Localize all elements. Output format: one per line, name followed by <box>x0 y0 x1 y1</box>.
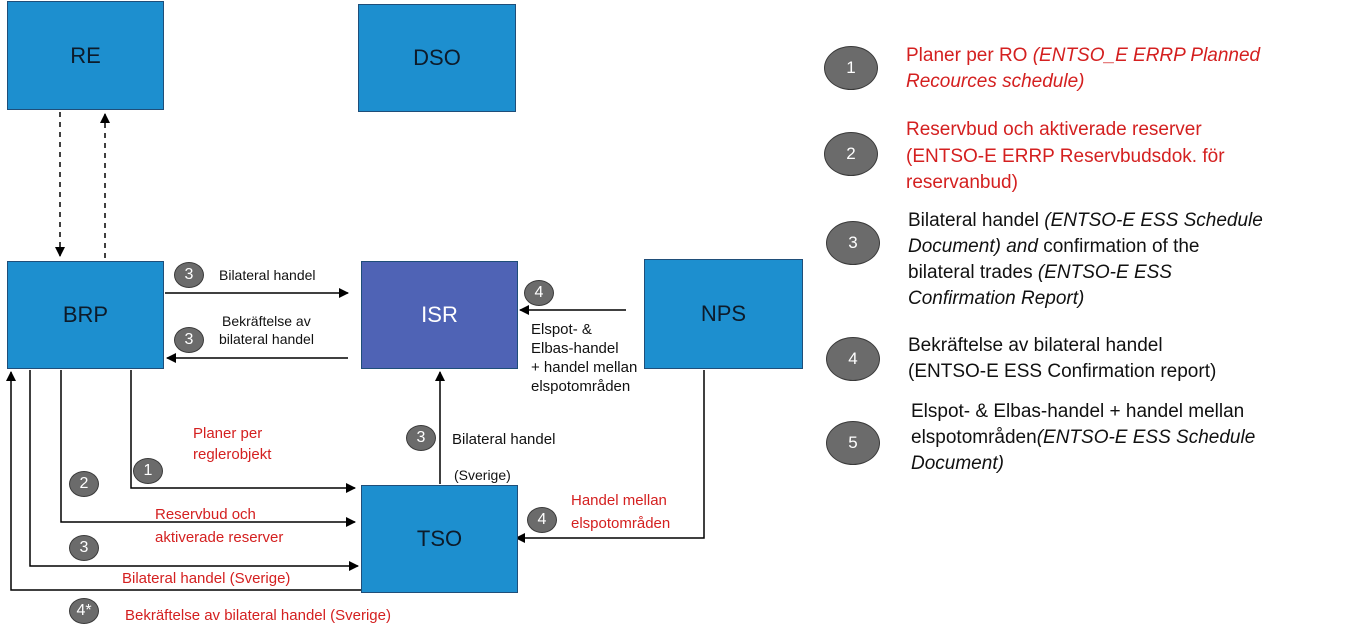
legend-item-1-line2: Recources schedule) <box>906 71 1085 92</box>
legend-item-5-line1: Elspot- & Elbas-handel + handel mellan <box>911 401 1245 422</box>
node-dso-label: DSO <box>413 45 461 70</box>
legend-item-1-line1 <box>906 43 1260 68</box>
legend-item-1-text: Planer per RO <box>906 45 1033 66</box>
badge-nps-tso: 4 <box>527 507 557 533</box>
label-bilateral-sweden: Bilateral handel (Sverige) <box>122 570 291 587</box>
legend-item-3-line3 <box>908 260 1172 285</box>
node-dso <box>358 4 516 112</box>
legend-badge-1: 1 <box>824 46 878 90</box>
legend-badge-5: 5 <box>826 421 880 465</box>
legend-item-5-line2 <box>911 425 1255 450</box>
label-confirm-sweden: Bekräftelse av bilateral handel (Sverige) <box>125 607 391 624</box>
label-confirm-line2: bilateral handel <box>219 331 314 347</box>
node-brp <box>7 261 164 369</box>
legend-item-5-areas: elspotområden <box>911 427 1037 448</box>
legend-item-3-doc: Document) <box>908 236 1001 257</box>
node-nps-label: NPS <box>700 301 747 326</box>
legend-item-3-confirm: confirmation of the <box>1043 236 1200 257</box>
legend-item-3-ess: (ENTSO-E ESS <box>1037 262 1172 283</box>
legend-item-4-line1: Bekräftelse av bilateral handel <box>908 335 1163 356</box>
badge-plans: 1 <box>133 458 163 484</box>
label-bilateral-trade: Bilateral handel <box>219 267 316 283</box>
legend-item-4-line2: (ENTSO-E ESS Confirmation report) <box>908 361 1217 382</box>
label-confirm-line1: Bekräftelse av <box>222 313 311 329</box>
badge-tso-isr: 3 <box>406 425 436 451</box>
label-elspot-line3: + handel mellan <box>531 359 638 376</box>
badge-bilateral-sweden: 3 <box>69 535 99 561</box>
label-nps-tso-line1: Handel mellan <box>571 492 667 509</box>
node-re <box>7 1 164 110</box>
legend-item-3-line4: Confirmation Report) <box>908 288 1085 309</box>
badge-confirm-sweden: 4* <box>69 598 99 624</box>
legend-item-3-line1 <box>908 208 1263 233</box>
legend-badge-2: 2 <box>824 132 878 176</box>
legend-item-5-ref: (ENTSO-E ESS Schedule <box>1036 427 1256 448</box>
node-isr-label: ISR <box>421 302 458 327</box>
label-reserves-line1: Reservbud och <box>155 506 256 523</box>
node-brp-label: BRP <box>62 302 109 327</box>
label-nps-tso-line2: elspotområden <box>571 515 671 532</box>
label-elspot-line2: Elbas-handel <box>531 340 619 357</box>
badge-nps-isr: 4 <box>524 280 554 306</box>
node-re-label: RE <box>70 42 101 68</box>
legend-item-2-line1: Reservbud och aktiverade reserver <box>906 119 1202 140</box>
node-nps <box>644 259 803 369</box>
legend-item-3-ref: (ENTSO-E ESS Schedule <box>1044 210 1263 231</box>
legend-item-3-trades: bilateral trades <box>908 262 1038 283</box>
legend-item-1-ref: (ENTSO_E ERRP Planned <box>1032 45 1261 66</box>
label-reserves-line2: aktiverade reserver <box>155 529 284 546</box>
badge-reserves: 2 <box>69 471 99 497</box>
badge-brp-isr-trade: 3 <box>174 262 204 288</box>
legend-badge-4: 4 <box>826 337 880 381</box>
legend-item-2-line3: reservanbud) <box>906 172 1018 193</box>
label-tso-isr-line1: Bilateral handel <box>452 431 556 448</box>
node-isr <box>361 261 518 369</box>
badge-isr-brp-confirm: 3 <box>174 327 204 353</box>
legend-item-3-text: Bilateral handel <box>908 210 1045 231</box>
node-tso <box>361 485 518 593</box>
label-elspot-line1: Elspot- & <box>531 321 592 338</box>
legend-item-2-line2: (ENTSO-E ERRP Reservbudsdok. för <box>906 146 1225 167</box>
label-tso-isr-line2: (Sverige) <box>454 467 511 483</box>
legend-badge-3: 3 <box>826 221 880 265</box>
legend-item-5-line3: Document) <box>911 453 1004 474</box>
label-plans-line1: Planer per <box>193 425 263 442</box>
legend-item-3-line2 <box>908 234 1200 259</box>
legend-item-3-and: and <box>1000 236 1044 257</box>
node-tso-label: TSO <box>416 526 463 551</box>
label-elspot-line4: elspotområden <box>531 378 631 395</box>
label-plans-line2: reglerobjekt <box>193 446 272 463</box>
